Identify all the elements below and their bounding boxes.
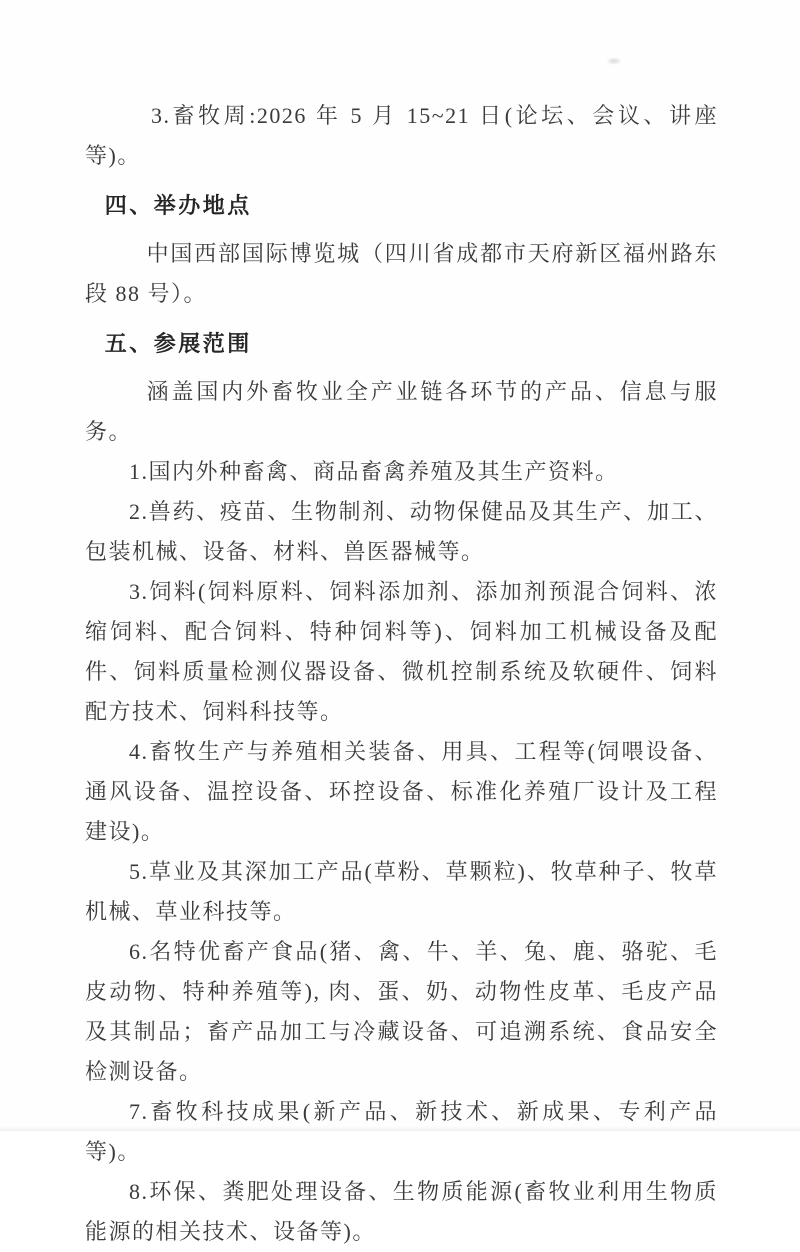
list-item-5-grass-industry: 5.草业及其深加工产品(草粉、草颗粒)、牧草种子、牧草机械、草业科技等。 xyxy=(85,859,718,924)
list-item-2-veterinary-medicine: 2.兽药、疫苗、生物制剂、动物保健品及其生产、加工、包装机械、设备、材料、兽医器械等。 xyxy=(85,499,718,564)
scan-artifact-smudge xyxy=(606,57,622,65)
list-item-6-livestock-food-products: 6.名特优畜产食品(猪、禽、牛、羊、兔、鹿、骆驼、毛皮动物、特种养殖等), 肉、蛋、奶、动物性皮革、毛皮产品及其制品；畜产品加工与冷藏设备、可追溯系统、食品安全检测设备。 xyxy=(85,939,718,1084)
list-item-8-environmental-protection: 8.环保、粪肥处理设备、生物质能源(畜牧业利用生物质能源的相关技术、设备等)。 xyxy=(85,1179,718,1244)
section-heading-exhibition-scope: 五、参展范围 xyxy=(104,331,252,356)
list-item-1-breeding-livestock: 1.国内外种畜禽、商品畜禽养殖及其生产资料。 xyxy=(129,459,619,484)
list-item-4-production-equipment: 4.畜牧生产与养殖相关装备、用具、工程等(饲喂设备、通风设备、温控设备、环控设备、标准化养殖厂设计及工程建设)。 xyxy=(85,739,718,844)
list-item-3-feed: 3.饲料(饲料原料、饲料添加剂、添加剂预混合饲料、浓缩饲料、配合饲料、特种饲料等)、饲料加工机械设备及配件、饲料质量检测仪器设备、微机控制系统及软硬件、饲料配方技术、饲料科技等。 xyxy=(85,579,718,724)
paragraph-scope-summary: 涵盖国内外畜牧业全产业链各环节的产品、信息与服务。 xyxy=(85,379,718,444)
paragraph-venue-address: 中国西部国际博览城（四川省成都市天府新区福州路东段 88 号）。 xyxy=(85,241,718,306)
section-heading-venue: 四、举办地点 xyxy=(104,193,252,218)
list-item-7-science-achievements: 7.畜牧科技成果(新产品、新技术、新成果、专利产品等)。 xyxy=(85,1099,718,1164)
document-body xyxy=(85,96,718,1252)
page-bottom-shadow xyxy=(0,1126,800,1131)
list-item-livestock-week: 3.畜牧周:2026 年 5 月 15~21 日(论坛、会议、讲座等)。 xyxy=(85,103,718,168)
